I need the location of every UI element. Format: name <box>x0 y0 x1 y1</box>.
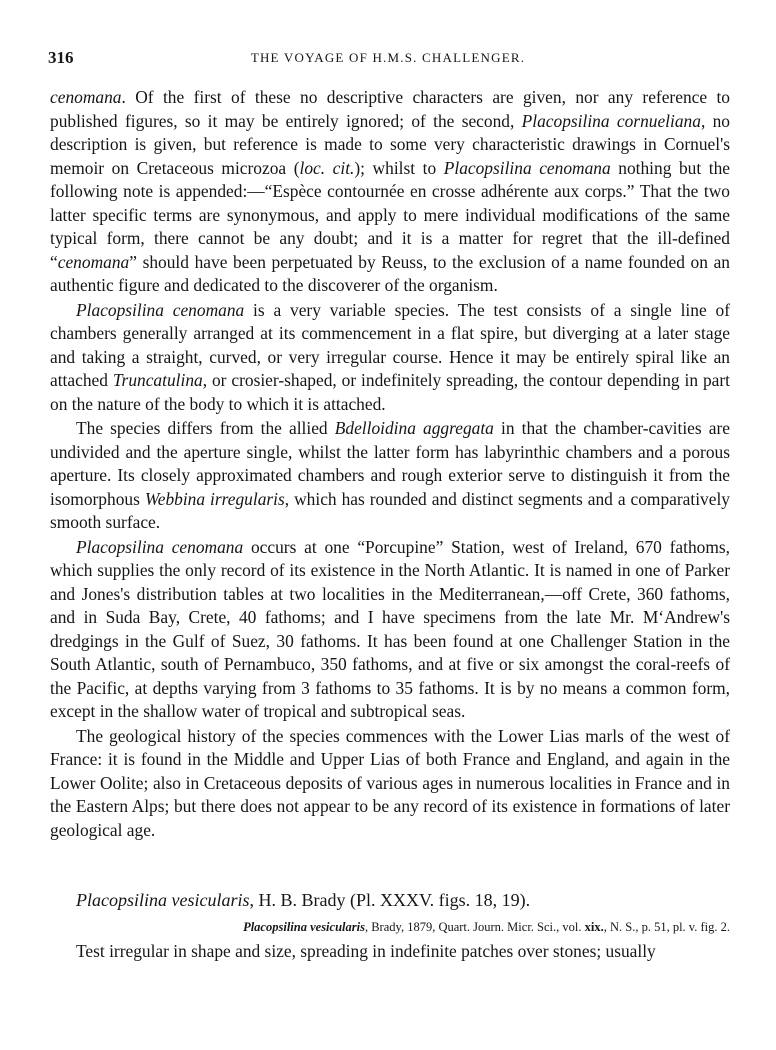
page-number: 316 <box>48 48 74 67</box>
text-run: , which has rounded and distinct segments and a comparatively smooth surface. <box>50 488 730 532</box>
text-run: , no description is given, but reference is made to some very characteristic drawings in Cornuel's memoir on Cretaceous microzoa ( <box>50 110 730 178</box>
text-run: occurs at one “Porcupine” Station, west of Ireland, 670 fathoms, which supplies the only record of its existence in the North Atlantic. It is named in one of Parker and Jones's distribution tables at two localities in the Mediterranean,—off Crete, 360 fathoms, and in Suda Bay, Crete, 40 fathoms; and I have specimens from the late Mr. M‘Andrew's dredgings in the Gulf of Suez, 30 fathoms. It has been found at one Challenger Station in the South Atlantic, south of Pernambuco, 350 fathoms, and at five or six amongst the coral-reefs of the Pacific, at depths varying from 3 fathoms to 35 fathoms. It is by no means a common form, except in the shallow water of tropical and subtropical seas. <box>50 536 731 721</box>
italic-species: cenomana <box>57 251 130 272</box>
italic-species: Bdelloidina aggregata <box>334 418 494 438</box>
paragraph-variability <box>50 299 730 417</box>
italic-species: Placopsilina cenomana <box>443 157 611 178</box>
reference-text: , N. S., p. 51, pl. v. fig. 2. <box>603 920 730 934</box>
paragraph-differences <box>50 417 730 535</box>
italic-species: Webbina irregularis <box>144 488 285 509</box>
reference-volume: xix. <box>584 920 604 934</box>
text-run: ); whilst to <box>354 157 444 178</box>
italic-species: cenomana <box>50 87 122 107</box>
reference-text: , Brady, 1879, Quart. Journ. Micr. Sci., vol. <box>364 920 585 934</box>
italic-genus: Truncatulina <box>112 370 203 390</box>
italic-species: Placopsilina cenomana <box>76 536 244 557</box>
italic-species: Placopsilina cornueliana <box>521 110 701 131</box>
page-body <box>50 86 730 964</box>
text-run: . Of the first of these no descriptive characters are given, nor any reference to published figures, so it may be entirely ignored; of the second, <box>50 87 730 131</box>
text-run: , or crosier-shaped, or indefinitely spreading, the contour depending in part on the nature of the body to which it is attached. <box>50 370 730 414</box>
text-run: in that the chamber-cavities are undivided and the aperture single, whilst the latter form has labyrinthic chambers and a porous aperture. Its closely approximated chambers and rough exterior serve to distinguish it from the isomorphous <box>50 418 730 509</box>
italic-citation: loc. cit. <box>299 157 355 178</box>
species-name: Placopsilina vesicularis <box>76 890 250 910</box>
running-title: THE VOYAGE OF H.M.S. CHALLENGER. <box>250 50 526 65</box>
page-header <box>48 48 728 70</box>
text-run: is a very variable species. The test consists of a single line of chambers generally arranged at its commencement in a flat spire, but diverging at a later stage and taking a straight, curved, or very irregular course. Hence it may be entirely spiral like an attached <box>50 299 730 390</box>
text-run: The species differs from the allied <box>76 418 335 438</box>
species-authority: , H. B. Brady (Pl. XXXV. figs. 18, 19). <box>249 890 531 910</box>
paragraph-distribution <box>50 536 730 724</box>
italic-species: Placopsilina cenomana <box>76 299 245 320</box>
species-heading <box>50 888 730 912</box>
text-run: ” should have been perpetuated by Reuss, to the exclusion of a name founded on an authentic figure and dedicated to the discoverer of the organism. <box>50 251 730 295</box>
text-run: nothing but the following note is appended:—“Espèce contournée en crosse adhérente aux corps.” That the two latter specific terms are synonymous, and apply to mere individual modifications of the same typical form, there cannot be any doubt; and it is a matter for regret that the ill-defined “ <box>50 157 730 272</box>
reference-species-name: Placopsilina vesicularis <box>243 920 365 934</box>
paragraph-cenomana-synonymy <box>50 86 730 298</box>
paragraph-description: Test irregular in shape and size, spreading in indefinite patches over stones; usually <box>76 941 656 961</box>
species-reference <box>50 912 730 938</box>
paragraph-geological-history: The geological history of the species commences with the Lower Lias marls of the west of France: it is found in the Middle and Upper Lias of both France and England, and again in the Lower Oolite; also in Cretaceous deposits of various ages in numerous localities in France and in the Eastern Alps; but there does not appear to be any record of its existence in formations of later geological age. <box>50 725 730 840</box>
